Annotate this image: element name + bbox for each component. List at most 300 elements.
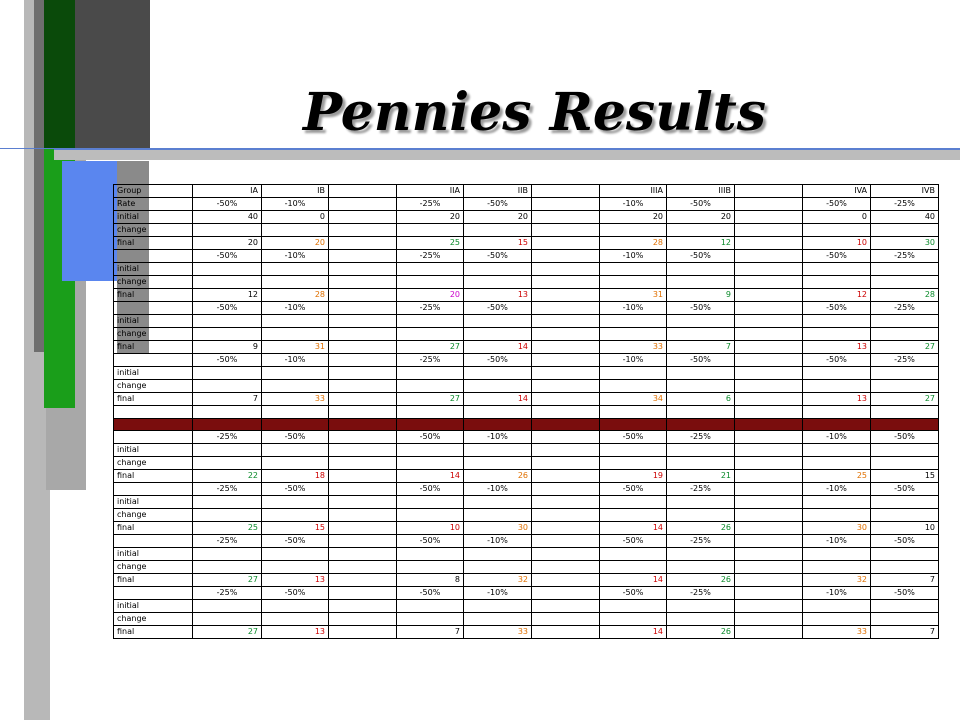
- table-cell: [329, 470, 397, 483]
- table-cell: [193, 315, 262, 328]
- table-row: [114, 341, 939, 354]
- table-cell: [532, 250, 600, 263]
- table-cell: [532, 496, 600, 509]
- table-cell: [193, 263, 262, 276]
- table-cell: 7: [193, 393, 262, 406]
- table-cell: [329, 509, 397, 522]
- table-cell: [803, 315, 871, 328]
- table-row: [114, 367, 939, 380]
- table-cell: [600, 367, 667, 380]
- table-cell: [329, 535, 397, 548]
- table-cell: [329, 263, 397, 276]
- table-cell: -50%: [397, 587, 464, 600]
- table-cell: [262, 548, 329, 561]
- table-row: [114, 600, 939, 613]
- table-cell: [193, 380, 262, 393]
- table-row: [114, 237, 939, 250]
- table-cell: -10%: [464, 431, 532, 444]
- table-cell: -50%: [803, 198, 871, 211]
- table-cell: [735, 587, 803, 600]
- table-cell: [329, 496, 397, 509]
- table-cell: [532, 626, 600, 639]
- decor-horizontal-rule: [54, 150, 960, 160]
- table-cell: -50%: [600, 535, 667, 548]
- table-cell: [262, 224, 329, 237]
- table-cell: [262, 380, 329, 393]
- row-label: change: [114, 328, 193, 341]
- table-cell: [871, 380, 939, 393]
- table-cell: [329, 587, 397, 600]
- table-cell: [329, 276, 397, 289]
- table-cell: 33: [464, 626, 532, 639]
- table-cell: [262, 444, 329, 457]
- table-cell: [329, 224, 397, 237]
- table-cell: [262, 509, 329, 522]
- table-cell: [667, 276, 735, 289]
- row-label: final: [114, 341, 193, 354]
- table-cell: [532, 393, 600, 406]
- table-cell: [735, 561, 803, 574]
- table-cell: [464, 561, 532, 574]
- table-cell: -10%: [464, 483, 532, 496]
- table-cell: [464, 276, 532, 289]
- table-cell: 33: [262, 393, 329, 406]
- table-row: [114, 496, 939, 509]
- table-cell: [735, 315, 803, 328]
- table-cell: 27: [193, 574, 262, 587]
- table-cell: [803, 406, 871, 419]
- table-cell: [735, 522, 803, 535]
- table-cell: [464, 509, 532, 522]
- table-row: [114, 457, 939, 470]
- table-cell: [464, 328, 532, 341]
- row-label: final: [114, 289, 193, 302]
- table-cell: [262, 600, 329, 613]
- table-cell: [329, 380, 397, 393]
- table-cell: 40: [871, 211, 939, 224]
- table-cell: [735, 367, 803, 380]
- table-cell: [262, 263, 329, 276]
- table-cell: 14: [600, 522, 667, 535]
- table-cell: [262, 367, 329, 380]
- table-cell: -50%: [262, 431, 329, 444]
- table-cell: IA: [193, 185, 262, 198]
- table-cell: [667, 380, 735, 393]
- table-cell: 6: [667, 393, 735, 406]
- table-cell: -10%: [600, 354, 667, 367]
- table-cell: -10%: [262, 250, 329, 263]
- table-cell: [735, 548, 803, 561]
- table-cell: [329, 302, 397, 315]
- table-cell: [871, 419, 939, 431]
- table-cell: -10%: [262, 302, 329, 315]
- table-cell: [871, 444, 939, 457]
- table-cell: -50%: [667, 302, 735, 315]
- table-cell: [464, 263, 532, 276]
- row-label: [114, 419, 193, 431]
- table-cell: 0: [803, 211, 871, 224]
- table-cell: [735, 406, 803, 419]
- table-cell: 19: [600, 470, 667, 483]
- table-cell: 33: [600, 341, 667, 354]
- table-cell: [667, 406, 735, 419]
- table-cell: 18: [262, 470, 329, 483]
- table-cell: [329, 444, 397, 457]
- row-label: [114, 535, 193, 548]
- table-cell: [600, 509, 667, 522]
- row-label: final: [114, 626, 193, 639]
- table-cell: [329, 457, 397, 470]
- table-row: [114, 444, 939, 457]
- table-cell: -50%: [464, 302, 532, 315]
- table-cell: [262, 328, 329, 341]
- table-cell: [803, 457, 871, 470]
- table-cell: [735, 185, 803, 198]
- table-cell: 28: [262, 289, 329, 302]
- table-cell: -10%: [803, 535, 871, 548]
- table-cell: -25%: [871, 198, 939, 211]
- table-cell: IVA: [803, 185, 871, 198]
- table-cell: [532, 522, 600, 535]
- table-cell: [329, 522, 397, 535]
- table-cell: -50%: [803, 354, 871, 367]
- table-cell: 31: [600, 289, 667, 302]
- decor-darkgreen-bar: [44, 0, 75, 148]
- table-cell: [803, 444, 871, 457]
- table-cell: [397, 444, 464, 457]
- table-cell: [871, 613, 939, 626]
- table-cell: [532, 509, 600, 522]
- table-cell: -25%: [871, 302, 939, 315]
- table-cell: 40: [193, 211, 262, 224]
- table-cell: [735, 198, 803, 211]
- table-cell: [735, 393, 803, 406]
- table-cell: [667, 561, 735, 574]
- table-cell: [532, 419, 600, 431]
- table-cell: [735, 224, 803, 237]
- table-cell: [193, 328, 262, 341]
- table-cell: 13: [464, 289, 532, 302]
- table-cell: [262, 315, 329, 328]
- results-table-body: [114, 185, 939, 639]
- table-cell: [329, 198, 397, 211]
- table-cell: -10%: [803, 483, 871, 496]
- table-cell: [667, 328, 735, 341]
- table-cell: [803, 613, 871, 626]
- table-cell: -50%: [397, 431, 464, 444]
- row-label: change: [114, 224, 193, 237]
- table-cell: -50%: [600, 587, 667, 600]
- table-cell: [397, 315, 464, 328]
- table-cell: [735, 354, 803, 367]
- table-cell: [600, 224, 667, 237]
- table-cell: [667, 367, 735, 380]
- row-label: initial: [114, 367, 193, 380]
- table-cell: [803, 276, 871, 289]
- table-cell: [600, 315, 667, 328]
- table-cell: -25%: [193, 587, 262, 600]
- table-cell: 14: [397, 470, 464, 483]
- table-cell: [532, 224, 600, 237]
- table-cell: [600, 406, 667, 419]
- table-cell: -50%: [667, 250, 735, 263]
- table-cell: [667, 224, 735, 237]
- table-cell: 15: [262, 522, 329, 535]
- table-cell: [803, 328, 871, 341]
- table-cell: [329, 419, 397, 431]
- table-cell: -10%: [600, 250, 667, 263]
- table-cell: [329, 185, 397, 198]
- table-cell: [397, 328, 464, 341]
- table-cell: -50%: [193, 250, 262, 263]
- table-cell: [397, 613, 464, 626]
- table-cell: [871, 367, 939, 380]
- table-cell: 15: [871, 470, 939, 483]
- table-cell: [397, 224, 464, 237]
- table-cell: [532, 198, 600, 211]
- table-cell: [871, 548, 939, 561]
- table-cell: 20: [464, 211, 532, 224]
- table-cell: IIA: [397, 185, 464, 198]
- table-cell: 25: [193, 522, 262, 535]
- row-label: change: [114, 457, 193, 470]
- table-cell: [329, 341, 397, 354]
- table-cell: [262, 496, 329, 509]
- table-cell: [871, 457, 939, 470]
- table-cell: [329, 354, 397, 367]
- table-row: [114, 406, 939, 419]
- table-cell: 7: [871, 626, 939, 639]
- table-row: [114, 483, 939, 496]
- table-cell: [871, 600, 939, 613]
- table-cell: [532, 328, 600, 341]
- table-cell: 15: [464, 237, 532, 250]
- table-cell: [464, 419, 532, 431]
- table-cell: 27: [871, 393, 939, 406]
- row-label: Rate: [114, 198, 193, 211]
- table-cell: [329, 626, 397, 639]
- table-row: [114, 548, 939, 561]
- table-cell: [735, 600, 803, 613]
- table-cell: -50%: [397, 535, 464, 548]
- table-cell: [329, 574, 397, 587]
- decor-top-left-blue-line: [0, 148, 54, 149]
- table-cell: [193, 224, 262, 237]
- table-cell: 8: [397, 574, 464, 587]
- table-cell: [329, 483, 397, 496]
- table-cell: [667, 600, 735, 613]
- table-cell: [532, 380, 600, 393]
- table-cell: 14: [600, 626, 667, 639]
- row-label: final: [114, 237, 193, 250]
- table-cell: [397, 496, 464, 509]
- table-cell: 25: [397, 237, 464, 250]
- table-cell: -50%: [193, 302, 262, 315]
- table-row: [114, 574, 939, 587]
- table-cell: [532, 354, 600, 367]
- table-cell: [532, 341, 600, 354]
- table-cell: [193, 613, 262, 626]
- row-label: [114, 354, 193, 367]
- table-cell: 20: [600, 211, 667, 224]
- table-row: [114, 276, 939, 289]
- table-cell: [464, 548, 532, 561]
- table-cell: 20: [193, 237, 262, 250]
- table-cell: -10%: [600, 302, 667, 315]
- table-cell: [464, 224, 532, 237]
- table-cell: -10%: [262, 198, 329, 211]
- table-cell: 26: [667, 574, 735, 587]
- table-cell: 9: [193, 341, 262, 354]
- table-cell: [667, 613, 735, 626]
- table-cell: [329, 548, 397, 561]
- table-cell: [803, 600, 871, 613]
- table-cell: [735, 470, 803, 483]
- table-cell: 28: [600, 237, 667, 250]
- table-cell: -50%: [803, 250, 871, 263]
- table-cell: [667, 444, 735, 457]
- decor-gray-mid-block: [34, 0, 44, 352]
- table-cell: 13: [262, 574, 329, 587]
- table-cell: [464, 457, 532, 470]
- table-cell: [464, 380, 532, 393]
- row-label: change: [114, 509, 193, 522]
- table-cell: 13: [262, 626, 329, 639]
- table-cell: [262, 613, 329, 626]
- table-cell: [667, 548, 735, 561]
- row-label: [114, 483, 193, 496]
- table-cell: 13: [803, 341, 871, 354]
- table-row: [114, 431, 939, 444]
- table-cell: [871, 276, 939, 289]
- table-row: [114, 626, 939, 639]
- table-cell: [871, 263, 939, 276]
- table-cell: [397, 263, 464, 276]
- table-cell: [329, 289, 397, 302]
- table-cell: [871, 315, 939, 328]
- table-cell: [803, 509, 871, 522]
- table-cell: [193, 419, 262, 431]
- row-label: [114, 302, 193, 315]
- table-row: [114, 354, 939, 367]
- table-cell: [735, 613, 803, 626]
- table-cell: -10%: [803, 587, 871, 600]
- table-cell: [871, 561, 939, 574]
- table-cell: IIIA: [600, 185, 667, 198]
- table-cell: [803, 367, 871, 380]
- table-row: [114, 263, 939, 276]
- row-label: initial: [114, 315, 193, 328]
- row-label: final: [114, 522, 193, 535]
- table-row: [114, 198, 939, 211]
- row-label: initial: [114, 444, 193, 457]
- table-cell: 26: [464, 470, 532, 483]
- table-cell: [667, 457, 735, 470]
- table-cell: -25%: [193, 431, 262, 444]
- table-cell: [397, 600, 464, 613]
- table-cell: [600, 496, 667, 509]
- table-cell: [532, 367, 600, 380]
- table-cell: [532, 185, 600, 198]
- table-cell: -50%: [193, 198, 262, 211]
- table-cell: [464, 600, 532, 613]
- table-cell: 21: [667, 470, 735, 483]
- table-cell: [262, 419, 329, 431]
- table-cell: -25%: [397, 250, 464, 263]
- table-cell: [667, 315, 735, 328]
- table-cell: -50%: [262, 587, 329, 600]
- table-cell: -50%: [871, 535, 939, 548]
- table-cell: [600, 276, 667, 289]
- table-cell: 27: [397, 393, 464, 406]
- table-cell: [871, 406, 939, 419]
- row-label: initial: [114, 211, 193, 224]
- table-cell: [803, 548, 871, 561]
- table-cell: [803, 561, 871, 574]
- table-cell: [397, 380, 464, 393]
- table-cell: [871, 328, 939, 341]
- table-cell: [735, 535, 803, 548]
- table-cell: [193, 561, 262, 574]
- table-cell: 14: [464, 341, 532, 354]
- row-label: initial: [114, 600, 193, 613]
- table-cell: 10: [803, 237, 871, 250]
- table-cell: [397, 509, 464, 522]
- row-label: change: [114, 561, 193, 574]
- table-cell: -50%: [600, 483, 667, 496]
- table-cell: 27: [871, 341, 939, 354]
- table-row: [114, 289, 939, 302]
- table-cell: [262, 561, 329, 574]
- table-cell: 14: [464, 393, 532, 406]
- table-cell: [262, 457, 329, 470]
- table-cell: 34: [600, 393, 667, 406]
- table-cell: [329, 406, 397, 419]
- table-cell: 32: [464, 574, 532, 587]
- table-cell: [532, 315, 600, 328]
- table-cell: [871, 509, 939, 522]
- table-cell: [397, 276, 464, 289]
- row-label: change: [114, 380, 193, 393]
- table-row: [114, 211, 939, 224]
- table-cell: [735, 431, 803, 444]
- table-cell: [532, 276, 600, 289]
- table-cell: 9: [667, 289, 735, 302]
- table-cell: [803, 380, 871, 393]
- table-cell: -25%: [667, 483, 735, 496]
- decor-gray-block-top: [75, 0, 150, 148]
- table-cell: [600, 263, 667, 276]
- table-cell: -50%: [262, 535, 329, 548]
- table-cell: -25%: [397, 354, 464, 367]
- table-cell: [667, 263, 735, 276]
- table-cell: 12: [193, 289, 262, 302]
- table-cell: [735, 250, 803, 263]
- table-cell: 26: [667, 626, 735, 639]
- table-cell: [735, 302, 803, 315]
- table-cell: [871, 496, 939, 509]
- table-cell: [600, 419, 667, 431]
- table-cell: [803, 496, 871, 509]
- table-cell: [193, 600, 262, 613]
- table-cell: [803, 263, 871, 276]
- row-label: final: [114, 393, 193, 406]
- separator-row: [114, 419, 939, 431]
- table-cell: [532, 211, 600, 224]
- table-row: [114, 393, 939, 406]
- table-cell: [600, 548, 667, 561]
- row-label: final: [114, 574, 193, 587]
